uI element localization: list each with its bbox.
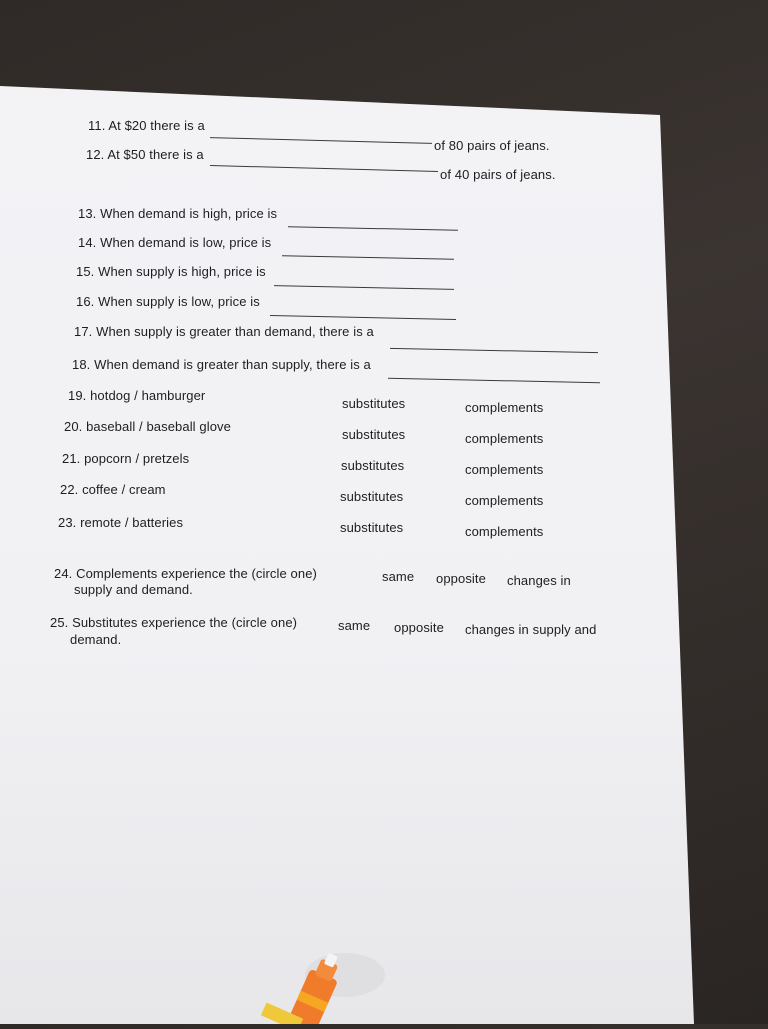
question-22-option-substitutes[interactable]: substitutes <box>340 489 404 504</box>
question-21-option-substitutes[interactable]: substitutes <box>341 458 405 473</box>
question-14-prompt: 14. When demand is low, price is <box>78 235 272 250</box>
question-23-option-substitutes[interactable]: substitutes <box>340 520 404 535</box>
question-21-item: 21. popcorn / pretzels <box>62 451 190 466</box>
question-18-prompt: 18. When demand is greater than supply, there is a <box>72 357 371 372</box>
question-13-prompt: 13. When demand is high, price is <box>78 206 278 221</box>
question-20-option-substitutes[interactable]: substitutes <box>342 427 406 442</box>
question-24-line1: 24. Complements experience the (circle one) <box>54 566 317 581</box>
question-11-prompt: 11. At $20 there is a <box>88 118 205 133</box>
question-23-item: 23. remote / batteries <box>58 515 184 530</box>
question-24-line2: supply and demand. <box>74 582 193 597</box>
question-17-prompt: 17. When supply is greater than demand, there is a <box>74 324 374 339</box>
question-22-option-complements[interactable]: complements <box>465 493 544 508</box>
question-12-prompt: 12. At $50 there is a <box>86 147 204 162</box>
question-20-item: 20. baseball / baseball glove <box>64 419 231 434</box>
question-21-option-complements[interactable]: complements <box>465 462 544 477</box>
question-25-option-changes[interactable]: changes in supply and <box>465 622 597 637</box>
question-11-suffix: of 80 pairs of jeans. <box>434 138 550 153</box>
question-19-item: 19. hotdog / hamburger <box>68 388 206 403</box>
question-24-option-same[interactable]: same <box>382 569 415 584</box>
question-16-prompt: 16. When supply is low, price is <box>76 294 260 309</box>
question-15-prompt: 15. When supply is high, price is <box>76 264 266 279</box>
question-25-option-opposite[interactable]: opposite <box>394 620 444 635</box>
question-24-option-opposite[interactable]: opposite <box>436 571 486 586</box>
question-22-item: 22. coffee / cream <box>60 482 166 497</box>
question-25-line1: 25. Substitutes experience the (circle one) <box>50 615 298 630</box>
question-25-option-same[interactable]: same <box>338 618 371 633</box>
question-19-option-substitutes[interactable]: substitutes <box>342 396 406 411</box>
question-12-suffix: of 40 pairs of jeans. <box>440 167 556 182</box>
question-19-option-complements[interactable]: complements <box>465 400 544 415</box>
question-23-option-complements[interactable]: complements <box>465 524 544 539</box>
question-25-line2: demand. <box>70 632 122 647</box>
question-24-option-changes[interactable]: changes in <box>507 573 571 588</box>
question-20-option-complements[interactable]: complements <box>465 431 544 446</box>
